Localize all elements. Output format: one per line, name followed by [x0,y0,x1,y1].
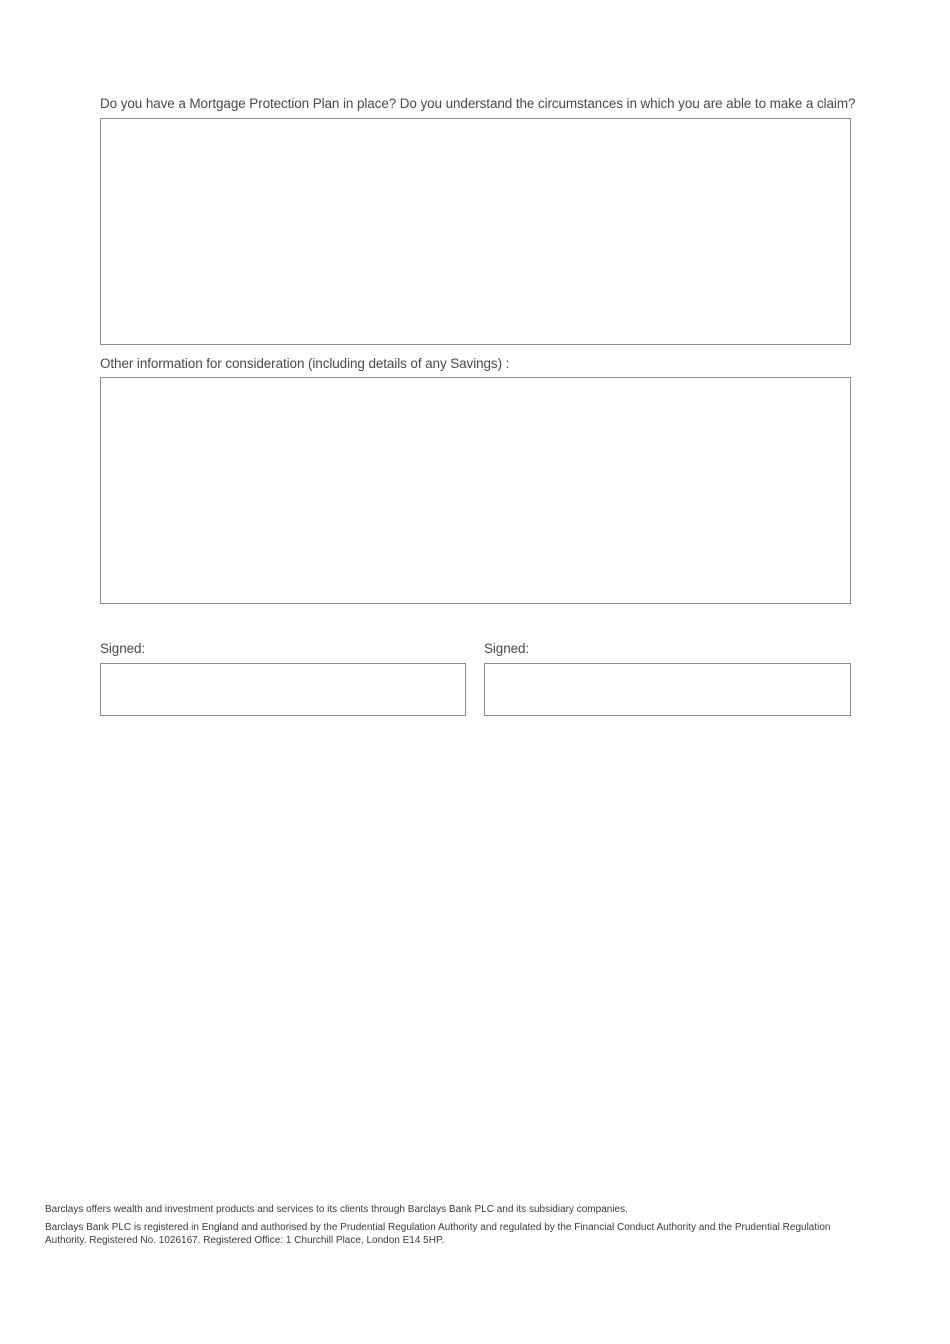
other-information-label: Other information for consideration (including details of any Savings) : [100,356,510,371]
signature-label-2: Signed: [484,641,530,656]
signature-field-2[interactable] [484,663,851,716]
other-information-field[interactable] [100,377,851,604]
signature-field-1[interactable] [100,663,466,716]
signature-label-1: Signed: [100,641,146,656]
mortgage-protection-question-label: Do you have a Mortgage Protection Plan in place? Do you understand the circumstances in which you are able to make a claim? [100,96,856,111]
footer-statement: Barclays offers wealth and investment products and services to its clients through Barclays Bank PLC and its subsidiary companies. [45,1204,628,1215]
mortgage-protection-answer-field[interactable] [100,118,851,345]
footer-regulatory-notice: Barclays Bank PLC is registered in England and authorised by the Prudential Regulation Authority and regulated by the Financial Conduct Authority and the Prudential Regulation Authority. Registered No. 1026167. Registered Office: 1 Churchill Place, London E14 5HP. [45,1222,831,1246]
